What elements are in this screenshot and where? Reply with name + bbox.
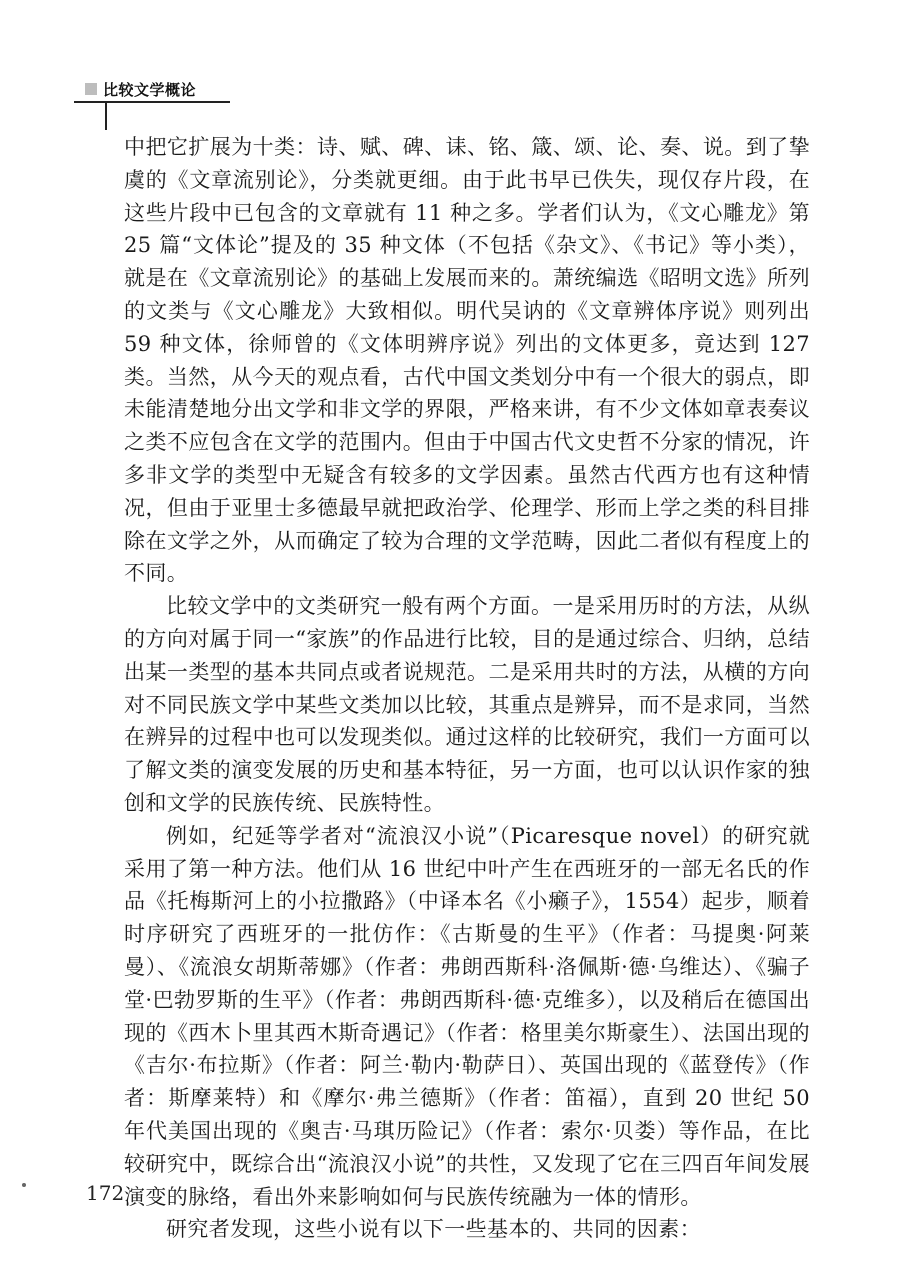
header-vertical-rule bbox=[105, 102, 107, 130]
running-header bbox=[85, 76, 196, 102]
paragraph-continued: 中把它扩展为十类：诗、赋、碑、诔、铭、箴、颂、论、奏、说。到了挚虞的《文章流别论》，分类就更细。由于此书早已佚失，现仅存片段，在这些片段中已包含的文章就有 11 种之多。学者们认为，《文心雕龙》第 25 篇“文体论”提及的 35 种文体（不包括《杂文》、《书记》等小类），就是在《文章流别论》的基础上发展而来的。萧统编选《昭明文选》所列的文类与《文心雕龙》大致相似。明代吴讷的《文章辨体序说》则列出 59 种文体，徐师曾的《文体明辨序说》列出的文体更多，竟达到 127 类。当然，从今天的观点看，古代中国文类划分中有一个很大的弱点，即未能清楚地分出文学和非文学的界限，严格来讲，有不少文体如章表奏议之类不应包含在文学的范围内。但由于中国古代文史哲不分家的情况，许多非文学的类型中无疑含有较多的文学因素。虽然古代西方也有这种情况，但由于亚里士多德最早就把政治学、伦理学、形而上学之类的科目排除在文学之外，从而确定了较为合理的文学范畴，因此二者似有程度上的不同。 bbox=[124, 135, 810, 586]
paragraph: 研究者发现，这些小说有以下一些基本的、共同的因素： bbox=[166, 1217, 701, 1242]
body-text bbox=[124, 131, 810, 1246]
paragraph: 比较文学中的文类研究一般有两个方面。一是采用历时的方法，从纵的方向对属于同一“家族”的作品进行比较，目的是通过综合、归纳，总结出某一类型的基本共同点或者说规范。二是采用共时的方法，从横的方向对不同民族文学中某些文类加以比较，其重点是辨异，而不是求同，当然在辨异的过程中也可以发现类似。通过这样的比较研究，我们一方面可以了解文类的演变发展的历史和基本特征，另一方面，也可以认识作家的独创和文学的民族传统、民族特性。 bbox=[124, 594, 810, 815]
header-rule bbox=[74, 101, 230, 103]
margin-dot bbox=[22, 1183, 26, 1187]
book-title: 比较文学概论 bbox=[103, 80, 197, 99]
page-number: 172 bbox=[86, 1181, 125, 1205]
header-square-icon bbox=[85, 83, 97, 95]
paragraph: 例如，纪延等学者对“流浪汉小说”（Picaresque novel）的研究就采用了第一种方法。他们从 16 世纪中叶产生在西班牙的一部无名氏的作品《托梅斯河上的小拉撒路》（中译本名《小癞子》，1554）起步，顺着时序研究了西班牙的一批仿作：《古斯曼的生平》（作者：马提奥·阿莱曼）、《流浪女胡斯蒂娜》（作者：弗朗西斯科·洛佩斯·德·乌维达）、《骗子堂·巴勃罗斯的生平》（作者：弗朗西斯科·德·克维多），以及稍后在德国出现的《西木卜里其西木斯奇遇记》（作者：格里美尔斯豪生）、法国出现的《吉尔·布拉斯》（作者：阿兰·勒内·勒萨日）、英国出现的《蓝登传》（作者：斯摩莱特）和《摩尔·弗兰德斯》（作者：笛福），直到 20 世纪 50 年代美国出现的《奥吉·马琪历险记》（作者：索尔·贝娄）等作品，在比较研究中，既综合出“流浪汉小说”的共性，又发现了它在三四百年间发展演变的脉络，看出外来影响如何与民族传统融为一体的情形。 bbox=[124, 823, 810, 1209]
